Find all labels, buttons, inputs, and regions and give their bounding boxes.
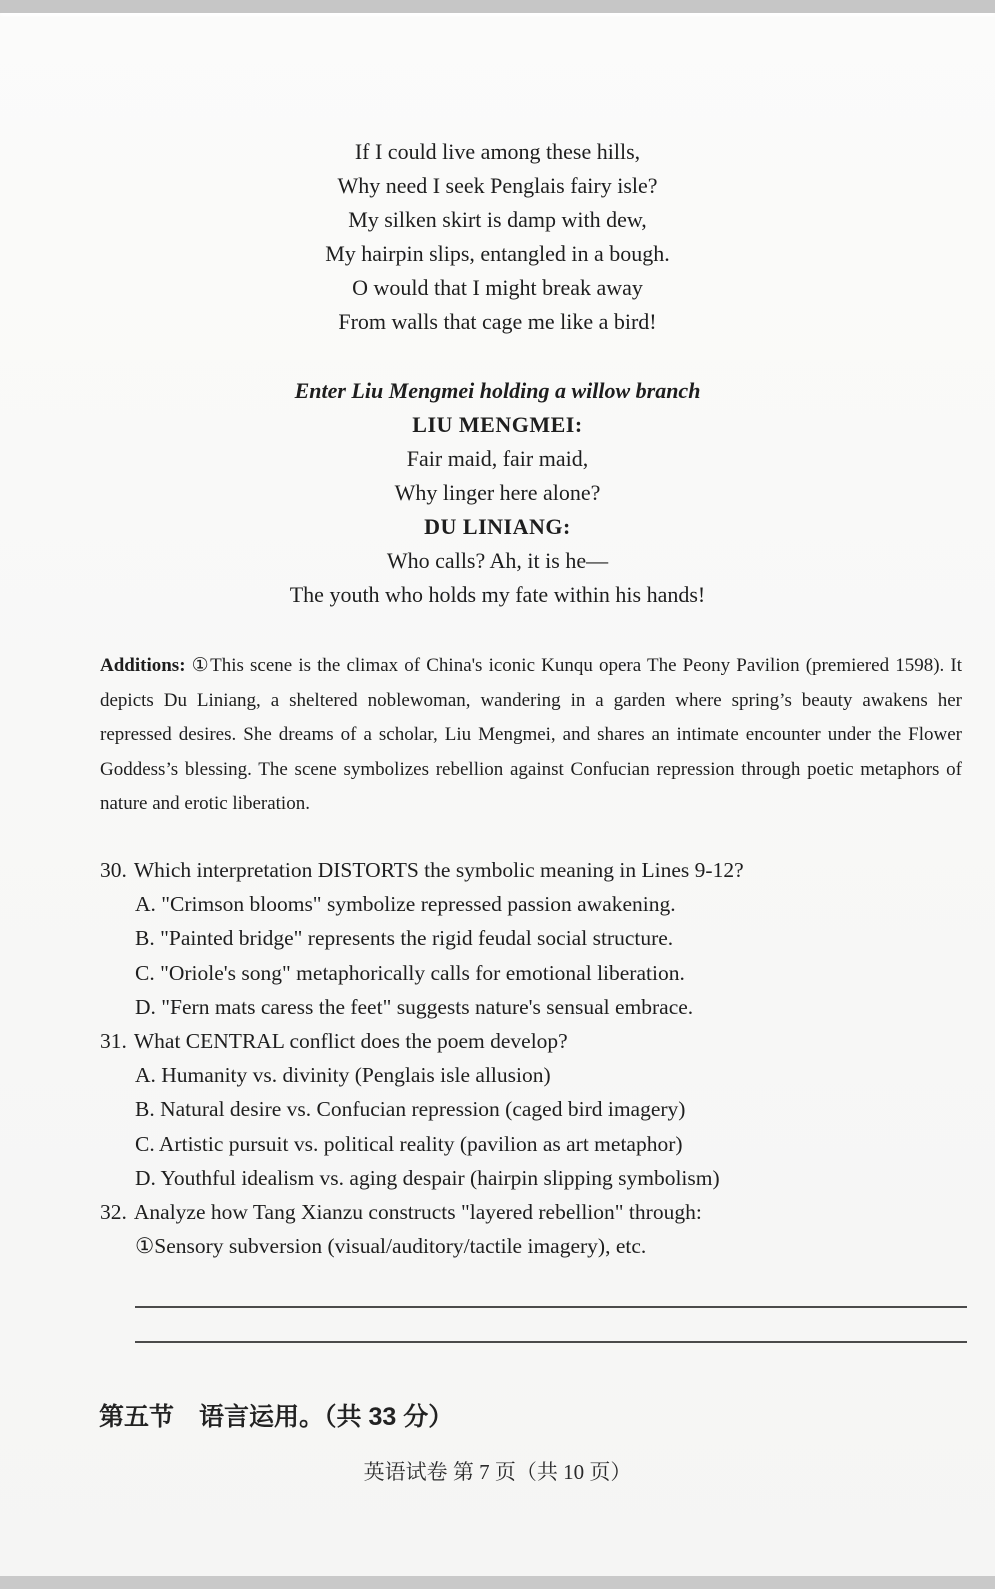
poem-line: If I could live among these hills, xyxy=(354,139,641,164)
dialogue xyxy=(0,374,995,612)
question-number: 32. xyxy=(100,1200,127,1225)
section-header: 第五节 语言运用。（共 33 分） xyxy=(99,1403,454,1431)
poem-line: My silken skirt is damp with dew, xyxy=(348,207,647,232)
poem-line: My hairpin slips, entangled in a bough. xyxy=(325,241,670,266)
stage-direction: Enter Liu Mengmei holding a willow branch xyxy=(294,378,701,403)
question-30-option-a: A. "Crimson blooms" symbolize repressed passion awakening. xyxy=(135,892,676,917)
question-30-option-b: B. "Painted bridge" represents the rigid feudal social structure. xyxy=(135,926,674,951)
page-footer: 英语试卷 第 7 页（共 10 页） xyxy=(363,1460,632,1484)
additions-paragraph xyxy=(100,649,962,822)
question-31-option-b: B. Natural desire vs. Confucian repression (caged bird imagery) xyxy=(135,1097,686,1122)
question-32-stem xyxy=(100,1195,980,1229)
additions-label: Additions: xyxy=(100,655,186,676)
photo-edge-bar-bottom xyxy=(0,1576,995,1589)
questions xyxy=(100,853,980,1263)
dialogue-line: Who calls? Ah, it is he— xyxy=(386,548,609,573)
speaker-name: DU LINIANG: xyxy=(424,514,571,539)
dialogue-line: The youth who holds my fate within his hands! xyxy=(289,582,706,607)
dialogue-line: Fair maid, fair maid, xyxy=(406,446,589,471)
question-text: Which interpretation DISTORTS the symbolic meaning in Lines 9-12? xyxy=(133,858,744,882)
question-text: What CENTRAL conflict does the poem develop? xyxy=(133,1029,568,1054)
photo-edge-bar-top xyxy=(0,0,995,13)
question-30-option-c: C. "Oriole's song" metaphorically calls for emotional liberation. xyxy=(135,960,685,985)
question-32-subpoint: ①Sensory subversion (visual/auditory/tactile imagery), etc. xyxy=(135,1234,647,1259)
question-31-option-a: A. Humanity vs. divinity (Penglais isle allusion) xyxy=(135,1063,551,1088)
question-text: Analyze how Tang Xianzu constructs "layered rebellion" through: xyxy=(133,1200,702,1225)
question-31-option-d: D. Youthful idealism vs. aging despair (hairpin slipping symbolism) xyxy=(135,1165,720,1190)
question-number: 31. xyxy=(100,1029,127,1054)
question-number: 30. xyxy=(100,858,127,882)
answer-blank-line xyxy=(135,1341,967,1343)
poem xyxy=(0,135,995,339)
question-30-option-d: D. "Fern mats caress the feet" suggests nature's sensual embrace. xyxy=(135,994,694,1019)
question-31-stem xyxy=(100,1024,980,1058)
question-30-stem xyxy=(100,853,980,887)
poem-line: Why need I seek Penglais fairy isle? xyxy=(337,173,658,198)
answer-blank-line xyxy=(135,1306,967,1308)
question-31-option-c: C. Artistic pursuit vs. political reality (pavilion as art metaphor) xyxy=(135,1131,683,1156)
speaker-name: LIU MENGMEI: xyxy=(412,412,583,437)
additions-text: ①This scene is the climax of China's iconic Kunqu opera The Peony Pavilion (premiered 1598). It depicts Du Liniang, a sheltered noblewoman, wandering in a garden where spring’s beauty awakens her repressed desires. She dreams of a scholar, Liu Mengmei, and shares an intimate encounter under the Flower Goddess’s blessing. The scene symbolizes rebellion against Confucian repression through poetic metaphors of nature and erotic liberation. xyxy=(100,655,963,814)
dialogue-line: Why linger here alone? xyxy=(394,480,601,505)
poem-line: O would that I might break away xyxy=(352,275,643,300)
poem-line: From walls that cage me like a bird! xyxy=(338,309,657,334)
